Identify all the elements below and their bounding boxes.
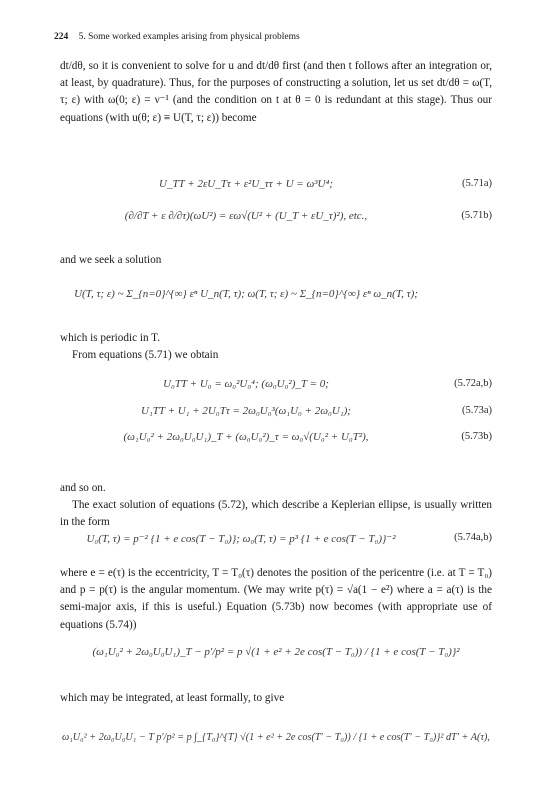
equation-5-74 [60, 532, 492, 554]
paragraph: which may be integrated, at least formally, to give [60, 692, 285, 704]
running-header [54, 32, 494, 42]
equation-5-71a [60, 178, 492, 200]
paragraph: and so on. [60, 482, 106, 494]
equation-expression: U₁TT + U₁ + 2U₀Tτ = 2ω₀U₀³(ω₁U₀ + 2ω₀U₁); [141, 405, 351, 417]
equation-expression: U₀(T, τ) = p⁻² {1 + e cos(T − T₀)}; ω₀(T, τ) = p³ {1 + e cos(T − T₀)}⁻² [86, 533, 396, 545]
equation-5-75 [60, 634, 492, 674]
equation-expression: (∂/∂T + ε ∂/∂τ)(ωU²) = εω√(U² + (U_T + εU_τ)²), etc., [124, 210, 368, 222]
paragraph: and we seek a solution [60, 254, 162, 266]
equation-number: (5.73a) [461, 405, 492, 416]
paragraph: From equations (5.71) we obtain [72, 349, 219, 361]
equation-number: (5.73b) [461, 431, 492, 442]
page-number: 224 [54, 32, 69, 42]
paragraph: The exact solution of equations (5.72), which describe a Keplerian ellipse, is usually written in the form [60, 499, 492, 529]
equation-5-73b [60, 431, 492, 453]
equation-number: (5.74a,b) [454, 532, 492, 543]
equation-expression: U_TT + 2εU_Tτ + ε²U_ττ + U = ω³U⁴; [159, 178, 333, 190]
equation-expression: (ω₁U₀² + 2ω₀U₀U₁)_T − p′/p² = p √(1 + e² + 2e cos(T − T₀)) / {1 + e cos(T − T₀)}² [92, 646, 460, 658]
equation-number: (5.71b) [461, 210, 492, 221]
paragraph: which is periodic in T. [60, 332, 160, 344]
equation-5-73a [60, 405, 492, 427]
equation-expression: (ω₁U₀² + 2ω₀U₀U₁)_T + (ω₀U₀²)_τ = ω₀√(U₀² + U₀T²), [123, 431, 369, 443]
equation-expression: ω₁U₀² + 2ω₀U₀U₁ − T p′/p² = p ∫_{T₀}^{T} √(1 + e² + 2e cos(T′ − T₀)) / {1 + e cos(T′ − T₀)}² dT′ + A(τ), [62, 732, 490, 743]
equation-number: (5.72a,b) [454, 378, 492, 389]
equation-5-72 [60, 378, 492, 400]
equation-expression: U(T, τ; ε) ~ Σ_{n=0}^{∞} εⁿ U_n(T, τ); ω(T, τ; ε) ~ Σ_{n=0}^{∞} εⁿ ω_n(T, τ); [74, 288, 418, 300]
equation-5-76 [60, 716, 492, 764]
equation-5-71b [60, 198, 492, 238]
running-title: 5. Some worked examples arising from physical problems [78, 32, 300, 42]
paragraph: where e = e(τ) is the eccentricity, T = T₀(τ) denotes the position of the pericentre (i.e. at T = T₀) and p = p(τ) is the angular momentum. (We may write p(τ) = √a(1 − e²) where a = a(τ) is the semi-major axis, if this is useful.) Equation (5.73b) now becomes (with appropriate use of equations (5.74)) [60, 567, 492, 631]
equation-number: (5.71a) [461, 178, 492, 189]
equation-expression: U₀TT + U₀ = ω₀²U₀⁴; (ω₀U₀²)_T = 0; [163, 378, 329, 390]
equation-series [60, 272, 492, 320]
paragraph: dt/dθ, so it is convenient to solve for u and dt/dθ first (and then t follows after an integration or, at least, by quadrature). Thus, for the purposes of constructing a solution, let us set dt/dθ = ω(T, τ; ε) with ω(0; ε) = ν⁻¹ (and the condition on t at θ = 0 is redundant at this stage). Thus our equations (with u(θ; ε) ≡ U(T, τ; ε)) become [60, 60, 492, 124]
